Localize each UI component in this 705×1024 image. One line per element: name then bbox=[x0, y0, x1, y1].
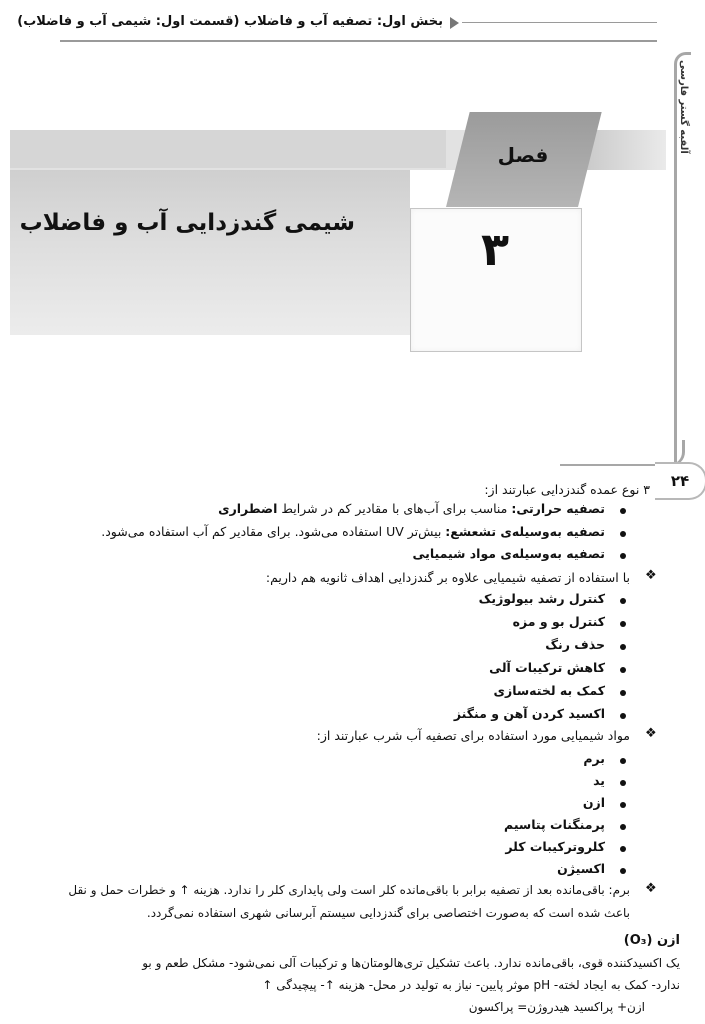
diamond-bullet-icon: ❖ bbox=[645, 881, 657, 896]
page-header bbox=[0, 0, 705, 60]
bullet-icon bbox=[620, 621, 626, 627]
bullet-icon bbox=[620, 802, 626, 808]
list-item: تصفیه حرارتی: مناسب برای آب‌های با مقادیر کم در شرایط اضطراری bbox=[218, 501, 605, 516]
secondary-intro: با استفاده از تصفیه شیمیایی علاوه بر گندزدایی اهداف ثانویه هم داریم: bbox=[265, 570, 630, 585]
bullet-icon bbox=[620, 531, 626, 537]
list-item: کاهش ترکیبات آلی bbox=[489, 660, 605, 675]
list-item: اکسید کردن آهن و منگنز bbox=[453, 706, 605, 721]
bullet-icon bbox=[620, 598, 626, 604]
bromine-paragraph-line: باعث شده است که به‌صورت اختصاصی برای گندزدایی سیستم آبرسانی شهری استفاده نمی‌گردد. bbox=[146, 906, 630, 920]
list-item: اکسیژن bbox=[557, 861, 605, 876]
bullet-icon bbox=[620, 713, 626, 719]
banner-panel bbox=[10, 170, 410, 335]
ozone-paragraph-line: یک اکسیدکننده قوی، باقی‌مانده ندارد. باعث تشکیل تری‌هالومتان‌ها و ترکیبات آلی نمی‌شود- مشکل طعم و بو bbox=[142, 956, 680, 970]
header-rule bbox=[60, 40, 657, 42]
banner-band-upper bbox=[10, 130, 446, 168]
page-number: ۲۴ bbox=[655, 462, 705, 500]
ozone-heading: ازن (O₃) bbox=[623, 933, 680, 948]
bullet-icon bbox=[620, 868, 626, 874]
intro-text: ۳ نوع عمده گندزدایی عبارتند از: bbox=[484, 482, 650, 497]
chapter-label: فصل bbox=[497, 143, 549, 167]
bullet-icon bbox=[620, 508, 626, 514]
list-item: حذف رنگ bbox=[545, 637, 605, 652]
list-item: برم bbox=[583, 751, 605, 766]
diamond-bullet-icon: ❖ bbox=[645, 568, 657, 583]
chapter-title: شیمی گندزدایی آب و فاضلاب bbox=[19, 210, 355, 236]
diamond-bullet-icon: ❖ bbox=[645, 726, 657, 741]
bullet-icon bbox=[620, 690, 626, 696]
list-item: کمک به لخته‌سازی bbox=[493, 683, 605, 698]
bullet-icon bbox=[620, 553, 626, 559]
bullet-icon bbox=[620, 667, 626, 673]
bullet-icon bbox=[620, 824, 626, 830]
side-label-text: آلفبه گستر فارسی bbox=[678, 60, 689, 154]
running-header-title: بخش اول: تصفیه آب و فاضلاب (قسمت اول: شیمی آب و فاضلاب) bbox=[17, 14, 443, 29]
bullet-icon bbox=[620, 780, 626, 786]
list-item: کلروترکیبات کلر bbox=[505, 839, 605, 854]
ozone-paragraph-line: ازن+ پراکسید هیدروژن= پراکسون bbox=[468, 1000, 645, 1014]
bullet-icon bbox=[620, 758, 626, 764]
list-item: کنترل رشد بیولوژیک bbox=[478, 591, 605, 606]
bullet-icon bbox=[620, 644, 626, 650]
chapter-banner bbox=[0, 110, 705, 350]
list-item: تصفیه به‌وسیله‌ی تشعشع: بیش‌تر UV استفاده می‌شود. برای مقادیر کم آب استفاده می‌شود. bbox=[101, 524, 605, 539]
chapter-number: ۳ bbox=[480, 222, 510, 276]
bullet-icon bbox=[620, 846, 626, 852]
list-item: ید bbox=[593, 773, 605, 788]
list-item: ازن bbox=[582, 795, 605, 810]
list-item: کنترل بو و مزه bbox=[512, 614, 605, 629]
header-rule-short bbox=[462, 22, 657, 23]
chemicals-intro: مواد شیمیایی مورد استفاده برای تصفیه آب شرب عبارتند از: bbox=[316, 728, 630, 743]
list-item: پرمنگنات پتاسیم bbox=[504, 817, 605, 832]
header-triangle-icon bbox=[450, 17, 459, 29]
list-item: تصفیه به‌وسیله‌ی مواد شیمیایی bbox=[412, 546, 605, 561]
ozone-paragraph-line: ندارد- کمک به ایجاد لخته- pH موثر پایین- نیاز به تولید در محل- هزینه ↑- پیچیدگی ↑ bbox=[262, 978, 680, 992]
bromine-paragraph-line: برم: باقی‌مانده بعد از تصفیه برابر با باقی‌مانده کلر است ولی پایداری کلر را ندارد. هزینه ↑ و خطرات حمل و نقل bbox=[68, 883, 630, 897]
